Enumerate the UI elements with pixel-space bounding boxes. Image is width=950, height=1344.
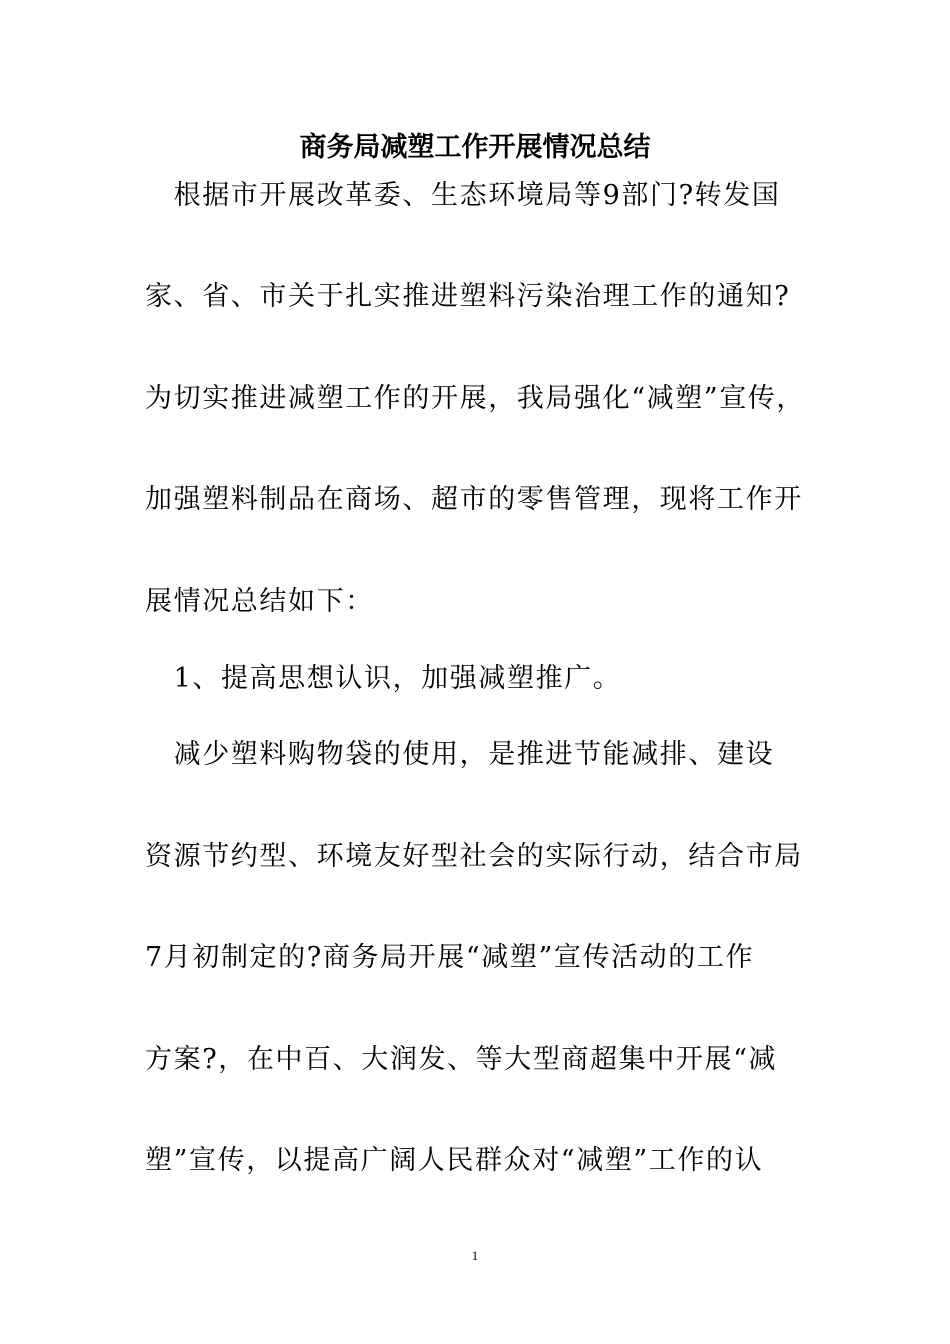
page-number: 1 <box>471 1248 479 1263</box>
body-line: 为切实推进减塑工作的开展，我局强化“减塑”宣传， <box>145 383 806 414</box>
document-title: 商务局减塑工作开展情况总结 <box>299 132 651 163</box>
body-line: 展情况总结如下： <box>145 586 374 617</box>
body-line: 加强塑料制品在商场、超市的零售管理，现将工作开 <box>145 484 803 515</box>
body-line: 减少塑料购物袋的使用，是推进节能减排、建设 <box>145 739 775 770</box>
body-line: 7月初制定的?商务局开展“减塑”宣传活动的工作 <box>145 942 755 973</box>
body-line: 家、省、市关于扎实推进塑料污染治理工作的通知? <box>145 281 791 312</box>
body-line: 方案?，在中百、大润发、等大型商超集中开展“减 <box>145 1044 778 1075</box>
body-line: 根据市开展改革委、生态环境局等9部门?转发国 <box>145 180 781 211</box>
section-heading: 1、提高思想认识，加强减塑推广。 <box>145 663 622 694</box>
body-line: 塑”宣传，以提高广阔人民群众对“减塑”工作的认 <box>145 1145 764 1176</box>
body-line: 资源节约型、环境友好型社会的实际行动，结合市局 <box>145 841 803 872</box>
